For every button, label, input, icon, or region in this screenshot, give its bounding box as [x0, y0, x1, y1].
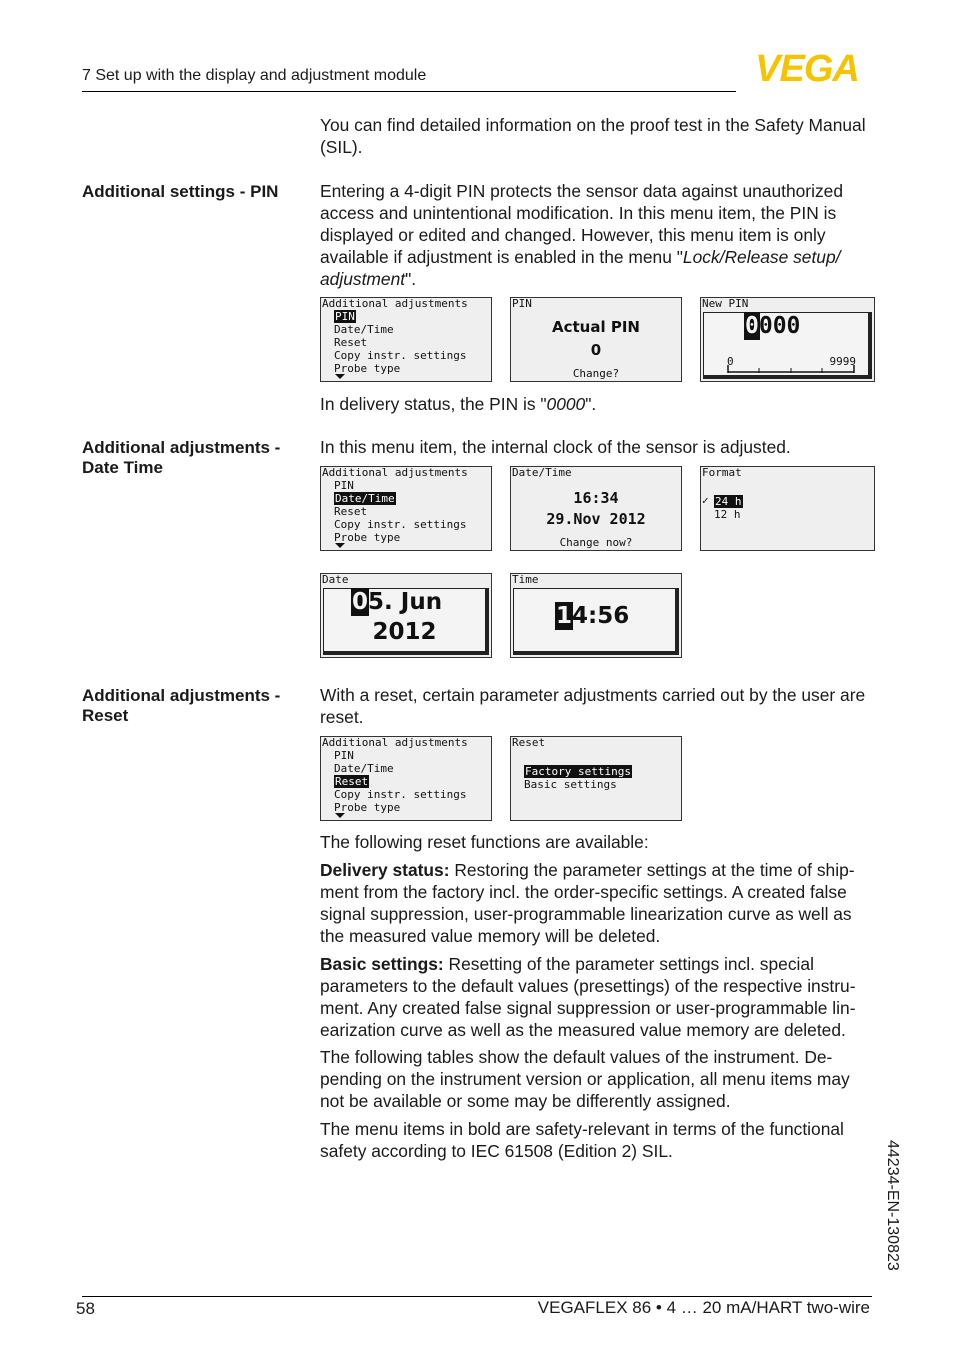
pin-menu-reference: Lock/Release setup/ adjustment [320, 247, 841, 289]
current-time: 16:34 [573, 489, 619, 507]
lcd-title: Format [702, 466, 742, 479]
page-number: 58 [76, 1299, 95, 1318]
datetime-paragraph: In this menu item, the internal clock of the sensor is adjusted. [320, 437, 791, 457]
document-number: 44234-EN-130823 [884, 1140, 901, 1271]
lcd-date-time [510, 466, 682, 551]
pin-note-2: ". [585, 394, 597, 414]
reset-functions-intro: The following reset functions are available: [320, 832, 649, 852]
pin-scale-bar [726, 365, 856, 375]
menu-item-copy-settings: Copy instr. settings [334, 788, 467, 801]
pin-note-1: In delivery status, the PIN is " [320, 394, 547, 414]
lcd-title: Additional adjustments [322, 466, 468, 479]
basic-settings-paragraph [320, 953, 876, 1041]
lcd-menu-pin [320, 297, 492, 382]
lcd-title: New PIN [702, 297, 749, 310]
pin-cursor-digit: 0 [745, 313, 759, 339]
pin-text-1: Entering a 4-digit PIN protects the sensor data against unauthorized access and unintentional modification. In this menu item, the PIN is displayed or edited and changed. However, this menu item is only available if adjustment is enabled in the menu " [320, 181, 844, 267]
reset-option-basic: Basic settings [524, 778, 617, 791]
pin-text-2: ". [405, 269, 417, 289]
date-cursor-digit: 0 [352, 589, 369, 615]
footer-product-title: VEGAFLEX 86 • 4 … 20 mA/HART two-wire [537, 1298, 870, 1317]
new-pin-box [703, 312, 872, 379]
datetime-section-label: Additional adjustments - Date Time [82, 438, 281, 477]
menu-item-pin: PIN [334, 479, 354, 492]
delivery-status-term: Delivery status: [320, 860, 450, 880]
lcd-date [320, 573, 492, 658]
pin-default-value: 0000 [546, 394, 586, 414]
pin-change-prompt: Change? [572, 367, 620, 380]
change-now-prompt: Change now? [559, 536, 633, 549]
basic-settings-text: Resetting of the parameter settings incl. special parameters to the default values (presettings) of the respective instru-ment. Any created false signal suppression or user-programmable lin-earization curve as well as the measured value memory are deleted. [320, 954, 856, 1040]
format-option-12h: 12 h [714, 508, 741, 521]
reset-section-label: Additional adjustments - Reset [82, 686, 281, 725]
menu-item-date-time: Date/Time [334, 323, 394, 336]
menu-item-pin: PIN [335, 310, 355, 323]
header-divider [82, 91, 736, 92]
scroll-down-icon [335, 813, 345, 818]
date-year: 2012 [372, 619, 437, 645]
time-box [513, 588, 679, 655]
menu-item-copy-settings: Copy instr. settings [334, 518, 467, 531]
logo-text: VEGA [755, 50, 859, 84]
scale-min: 0 [727, 355, 734, 368]
footer-divider [82, 1296, 872, 1297]
reset-option-factory: Factory settings [525, 765, 631, 778]
menu-item-copy-settings: Copy instr. settings [334, 349, 467, 362]
lcd-reset [510, 736, 682, 821]
menu-item-date-time: Date/Time [334, 762, 394, 775]
lcd-title: Time [512, 573, 539, 586]
pin-digits: 000 [758, 313, 801, 339]
lcd-time [510, 573, 682, 658]
scroll-down-icon [335, 374, 345, 379]
lcd-format [700, 466, 875, 551]
menu-item-date-time: Date/Time [335, 492, 395, 505]
time-value: 4:56 [572, 603, 630, 629]
section-header: 7 Set up with the display and adjustment module [82, 67, 427, 84]
vega-logo [742, 50, 872, 84]
intro-paragraph: You can find detailed information on the proof test in the Safety Manual (SIL). [320, 115, 866, 157]
default-values-paragraph: The following tables show the default values of the instrument. De-pending on the instrument version or application, all menu items may not be available or some may be differently assigned. [320, 1047, 850, 1111]
delivery-status-text: Restoring the parameter settings at the time of ship-ment from the factory incl. the order-specific settings. A created false signal suppression, user-programmable linearization curve as well as the measured value memory will be deleted. [320, 860, 855, 946]
delivery-status-paragraph [320, 859, 876, 947]
lcd-menu-reset [320, 736, 492, 821]
format-option-24h: 24 h [715, 495, 742, 508]
safety-relevant-paragraph: The menu items in bold are safety-relevant in terms of the functional safety according to IEC 61508 (Edition 2) SIL. [320, 1119, 844, 1161]
time-cursor-digit: 1 [556, 603, 573, 629]
lcd-title: Date [322, 573, 349, 586]
lcd-title: Reset [512, 736, 546, 749]
reset-paragraph: With a reset, certain parameter adjustments carried out by the user are reset. [320, 685, 866, 727]
menu-item-pin: PIN [334, 749, 354, 762]
basic-settings-term: Basic settings: [320, 954, 444, 974]
menu-item-probe-type: Probe type [334, 362, 401, 375]
menu-item-reset: Reset [334, 505, 368, 518]
check-icon: ✓ [702, 494, 709, 507]
pin-heading: Actual PIN [552, 318, 640, 336]
pin-value: 0 [590, 341, 602, 359]
scroll-down-icon [335, 543, 345, 548]
menu-item-probe-type: Probe type [334, 801, 401, 814]
lcd-title: PIN [512, 297, 532, 310]
lcd-menu-datetime [320, 466, 492, 551]
pin-paragraph [320, 180, 876, 290]
scale-max: 9999 [829, 355, 856, 368]
menu-item-probe-type: Probe type [334, 531, 401, 544]
pin-delivery-note [320, 393, 876, 415]
pin-section-label: Additional settings - PIN [82, 182, 279, 201]
date-box [323, 588, 489, 655]
menu-item-reset: Reset [335, 775, 369, 788]
lcd-title: Date/Time [512, 466, 572, 479]
lcd-title: Additional adjustments [322, 297, 468, 310]
lcd-title: Additional adjustments [322, 736, 468, 749]
current-date: 29.Nov 2012 [546, 510, 646, 528]
lcd-pin [510, 297, 682, 382]
menu-item-reset: Reset [334, 336, 368, 349]
date-day-month: 5. Jun [368, 589, 443, 615]
lcd-new-pin [700, 297, 875, 382]
